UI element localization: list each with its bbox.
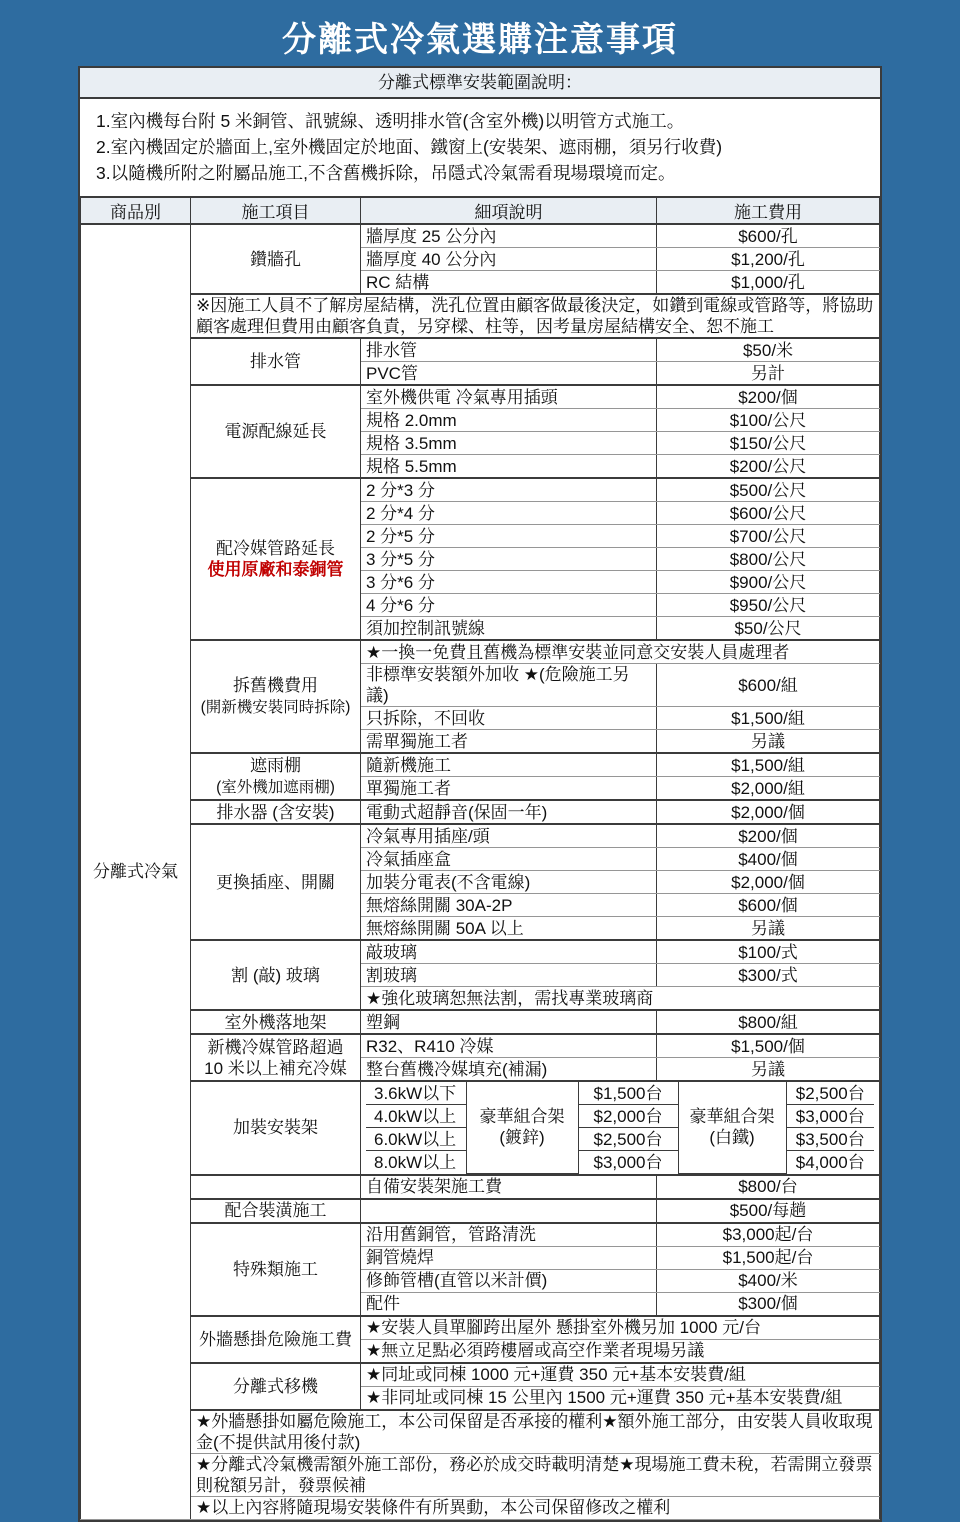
table-row: [81, 1316, 880, 1340]
fee-cell: $1,500起/台: [657, 1246, 880, 1269]
detail-cell: 隨新機施工: [361, 753, 657, 777]
table-row: [81, 1199, 880, 1223]
table-row: [81, 1410, 880, 1454]
table-row: [81, 294, 880, 338]
empty-detail-cell: [361, 1199, 657, 1223]
table-row: [366, 1082, 874, 1105]
fee-cell: $600/個: [657, 894, 880, 917]
detail-cell: 加裝分電表(不含電線): [361, 871, 657, 894]
fee-cell: $950/公尺: [657, 594, 880, 617]
item-label: 更換插座、開關: [191, 824, 361, 940]
item-label: 外牆懸掛危險施工費: [191, 1316, 361, 1363]
item-label: 割 (敲) 玻璃: [191, 940, 361, 1010]
item-label: 排水器 (含安裝): [191, 800, 361, 824]
detail-span-cell: ★安裝人員單腳跨出屋外 懸掛室外機另加 1000 元/台: [361, 1316, 880, 1340]
item-label: 電源配線延長: [191, 385, 361, 478]
intro-note-line: 1.室內機每台附 5 米銅管、訊號線、透明排水管(含室外機)以明管方式施工。: [96, 111, 685, 131]
detail-cell: 4 分*6 分: [361, 594, 657, 617]
item-label: 室外機落地架: [191, 1010, 361, 1034]
footnote: ★外牆懸掛如屬危險施工，本公司保留是否承接的權利★額外施工部分，由安裝人員收取現金(不提供試用後付款): [191, 1410, 880, 1454]
item-label-note-red: 使用原廠和泰銅管: [207, 560, 344, 579]
detail-cell: RC 結構: [361, 271, 657, 295]
detail-span-cell: ★無立足點必須跨樓層或高空作業者現場另議: [361, 1339, 880, 1363]
detail-cell: 須加控制訊號線: [361, 617, 657, 641]
item-label-subline: (室外機加遮雨棚): [216, 779, 335, 796]
rack-kw-cell: 4.0kW以上: [366, 1105, 466, 1128]
col-header-detail: 細項說明: [361, 197, 657, 224]
detail-cell: 2 分*5 分: [361, 525, 657, 548]
fee-cell: $2,000/個: [657, 871, 880, 894]
rack-steel-fee: $3,000台: [786, 1105, 874, 1128]
detail-cell: 需單獨施工者: [361, 730, 657, 754]
col-header-product: 商品別: [81, 197, 191, 224]
table-row: [81, 1496, 880, 1519]
detail-cell: 2 分*4 分: [361, 502, 657, 525]
rack-steel-fee: $3,500台: [786, 1128, 874, 1151]
item-label-line: 10 米以上補充冷媒: [204, 1058, 347, 1078]
table-header-row: [81, 197, 880, 224]
fee-cell: $3,000起/台: [657, 1223, 880, 1247]
detail-cell: PVC管: [361, 362, 657, 386]
fee-cell: $900/公尺: [657, 571, 880, 594]
col-header-fee: 施工費用: [657, 197, 880, 224]
rack-steel-line: (白鐵): [709, 1128, 755, 1148]
rack-steel-line: 豪華組合架: [689, 1107, 775, 1127]
footnote: ★分離式冷氣機需額外施工部份，務必於成交時載明清楚★現場施工費未稅，若需開立發票則稅額另計，發票候補: [191, 1453, 880, 1496]
table-row: [81, 1363, 880, 1387]
fee-cell: $1,500/組: [657, 707, 880, 730]
detail-cell: 敲玻璃: [361, 940, 657, 964]
table-row: [81, 800, 880, 824]
table-row: [81, 1223, 880, 1247]
document-sheet: [78, 66, 882, 1522]
fee-cell: $400/個: [657, 848, 880, 871]
detail-cell: 整台舊機冷媒填充(補漏): [361, 1058, 657, 1082]
fee-cell: 另議: [657, 917, 880, 941]
col-header-item: 施工項目: [191, 197, 361, 224]
detail-cell: 自備安裝架施工費: [361, 1175, 657, 1199]
item-label: 排水管: [191, 338, 361, 385]
detail-cell: 配件: [361, 1292, 657, 1316]
drill-warning-note: ※因施工人員不了解房屋結構，洗孔位置由顧客做最後決定，如鑽到電線或管路等，將協助顧客處理但費用由顧客負責，另穿樑、柱等，因考量房屋結構安全、恕不施工: [191, 294, 880, 338]
fee-cell: $200/公尺: [657, 455, 880, 479]
fee-cell: $200/個: [657, 824, 880, 848]
fee-cell: $600/孔: [657, 224, 880, 248]
detail-cell: 無熔絲開關 50A 以上: [361, 917, 657, 941]
detail-cell: 銅管燒焊: [361, 1246, 657, 1269]
item-label: 分離式移機: [191, 1363, 361, 1410]
fee-cell: $50/米: [657, 338, 880, 362]
rack-zinc-fee: $3,000台: [578, 1151, 678, 1174]
detail-cell: 規格 5.5mm: [361, 455, 657, 479]
detail-cell: 牆厚度 40 公分內: [361, 248, 657, 271]
detail-cell: 無熔絲開關 30A-2P: [361, 894, 657, 917]
fee-cell: $150/公尺: [657, 432, 880, 455]
empty-item-cell: [191, 1175, 361, 1199]
detail-cell: 規格 2.0mm: [361, 409, 657, 432]
detail-cell: 室外機供電 冷氣專用插頭: [361, 385, 657, 409]
fee-cell: $600/公尺: [657, 502, 880, 525]
table-row: [81, 478, 880, 502]
table-row: [366, 1128, 874, 1151]
rack-zinc-line: 豪華組合架: [479, 1107, 565, 1127]
intro-header: 分離式標準安裝範圍說明：: [80, 68, 880, 99]
detail-cell: R32、R410 冷媒: [361, 1034, 657, 1058]
fee-cell: 另計: [657, 362, 880, 386]
fee-cell: 另議: [657, 1058, 880, 1082]
detail-cell: 3 分*5 分: [361, 548, 657, 571]
detail-span-cell: ★強化玻璃恕無法割，需找專業玻璃商: [361, 987, 880, 1011]
detail-cell: 牆厚度 25 公分內: [361, 224, 657, 248]
detail-span-cell: ★非同址或同棟 15 公里內 1500 元+運費 350 元+基本安裝費/組: [361, 1386, 880, 1410]
table-row: [81, 1081, 880, 1175]
table-row: [366, 1105, 874, 1128]
intro-note-line: 2.室內機固定於牆面上,室外機固定於地面、鐵窗上(安裝架、遮雨棚，須另行收費): [96, 137, 723, 157]
rack-subtable-cell: [361, 1081, 880, 1175]
rack-zinc-fee: $1,500台: [578, 1082, 678, 1105]
page-title: 分離式冷氣選購注意事項: [282, 21, 678, 59]
detail-cell: 冷氣專用插座/頭: [361, 824, 657, 848]
item-label-subline: (開新機安裝同時拆除): [200, 699, 351, 716]
item-label: [191, 478, 361, 640]
detail-cell: 修飾管槽(直管以米計價): [361, 1269, 657, 1292]
fee-cell: $500/公尺: [657, 478, 880, 502]
detail-cell: 塑鋼: [361, 1010, 657, 1034]
table-row: [81, 1175, 880, 1199]
footnote: ★以上內容將隨現場安裝條件有所異動，本公司保留修改之權利: [191, 1496, 880, 1519]
table-row: [81, 385, 880, 409]
table-row: [81, 824, 880, 848]
rack-zinc-fee: $2,500台: [578, 1128, 678, 1151]
fee-cell: $2,000/個: [657, 800, 880, 824]
item-label: 鑽牆孔: [191, 224, 361, 294]
fee-cell: $700/公尺: [657, 525, 880, 548]
detail-cell: 電動式超靜音(保固一年): [361, 800, 657, 824]
fee-cell: $200/個: [657, 385, 880, 409]
fee-cell: $1,200/孔: [657, 248, 880, 271]
rack-zinc-line: (鍍鋅): [499, 1128, 545, 1148]
fee-cell: $800/組: [657, 1010, 880, 1034]
fee-cell: $2,000/組: [657, 777, 880, 801]
rack-steel-label: [678, 1082, 786, 1173]
rack-kw-cell: 3.6kW以下: [366, 1082, 466, 1105]
fee-cell: $50/公尺: [657, 617, 880, 641]
fee-cell: $1,500/組: [657, 753, 880, 777]
fee-cell: $100/公尺: [657, 409, 880, 432]
detail-cell: 單獨施工者: [361, 777, 657, 801]
fee-cell: $100/式: [657, 940, 880, 964]
detail-cell: 割玻璃: [361, 964, 657, 987]
rack-steel-fee: $2,500台: [786, 1082, 874, 1105]
fee-cell: $800/台: [657, 1175, 880, 1199]
table-row: [81, 1034, 880, 1058]
detail-cell: 只拆除，不回收: [361, 707, 657, 730]
table-row: [81, 940, 880, 964]
intro-notes: [80, 99, 880, 196]
detail-cell: 非標準安裝額外加收 ★(危險施工另議): [361, 664, 657, 707]
table-row: [81, 753, 880, 777]
detail-cell: 規格 3.5mm: [361, 432, 657, 455]
detail-cell: 冷氣插座盒: [361, 848, 657, 871]
item-label: [191, 640, 361, 753]
rack-steel-fee: $4,000台: [786, 1151, 874, 1174]
fee-cell: $600/組: [657, 664, 880, 707]
detail-cell: 沿用舊銅管，管路清洗: [361, 1223, 657, 1247]
fee-cell: $300/式: [657, 964, 880, 987]
intro-note-line: 3.以隨機所附之附屬品施工,不含舊機拆除，吊隱式冷氣需看現場環境而定。: [96, 163, 676, 183]
item-label: 配合裝潢施工: [191, 1199, 361, 1223]
table-row: [81, 224, 880, 248]
rack-kw-cell: 6.0kW以上: [366, 1128, 466, 1151]
table-row: [81, 338, 880, 362]
fee-cell: $300/個: [657, 1292, 880, 1316]
item-label: 加裝安裝架: [191, 1081, 361, 1175]
fee-cell: $500/每趟: [657, 1199, 880, 1223]
item-label: [191, 1034, 361, 1081]
item-label-line: 新機冷媒管路超過: [207, 1037, 344, 1057]
fee-cell: $800/公尺: [657, 548, 880, 571]
detail-span-cell: ★一換一免費且舊機為標準安裝並同意交安裝人員處理者: [361, 640, 880, 664]
detail-span-cell: ★同址或同棟 1000 元+運費 350 元+基本安裝費/組: [361, 1363, 880, 1387]
item-label-line: 配冷媒管路延長: [216, 539, 335, 558]
item-label-line: 遮雨棚: [250, 756, 301, 775]
detail-cell: 排水管: [361, 338, 657, 362]
fee-cell: 另議: [657, 730, 880, 754]
item-label: 特殊類施工: [191, 1223, 361, 1316]
table-row: [81, 1010, 880, 1034]
fee-cell: $400/米: [657, 1269, 880, 1292]
rack-zinc-label: [466, 1082, 578, 1173]
item-label-line: 拆舊機費用: [233, 676, 318, 695]
fee-cell: $1,500/個: [657, 1034, 880, 1058]
rack-subtable: [366, 1082, 874, 1174]
table-row: [81, 1453, 880, 1496]
table-row: [81, 640, 880, 664]
rack-kw-cell: 8.0kW以上: [366, 1151, 466, 1174]
rack-zinc-fee: $2,000台: [578, 1105, 678, 1128]
detail-cell: 2 分*3 分: [361, 478, 657, 502]
table-row: [366, 1151, 874, 1174]
fee-cell: $1,000/孔: [657, 271, 880, 295]
price-table: [80, 196, 880, 1520]
detail-cell: 3 分*6 分: [361, 571, 657, 594]
product-cell: 分離式冷氣: [81, 224, 191, 1519]
item-label: [191, 753, 361, 800]
